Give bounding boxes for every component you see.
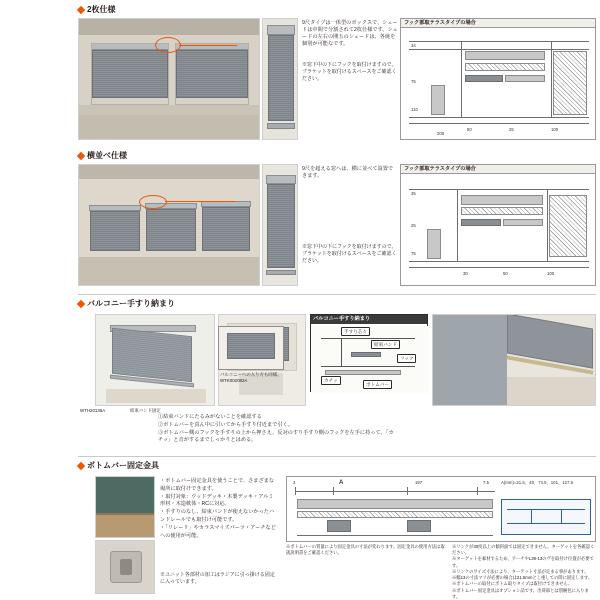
- diamond-bullet-icon: [77, 6, 85, 14]
- section-heading-balcony: バルコニー手すり納まり: [78, 300, 175, 308]
- highlight-ellipse: [139, 195, 167, 209]
- photo-two-panel-detail: [262, 18, 298, 140]
- tech-drawing-bottom-bar: 3 A 197 7.5 A(mm)=21.5、48、74.5、101、127.5: [286, 476, 596, 542]
- callout-balcony-detail: バルコニー手すり納まり 手すり芯々 結束バンド フック カチッ ボトムバー: [310, 314, 428, 392]
- diamond-bullet-icon: [77, 462, 85, 470]
- photo-side-by-side-detail: [262, 164, 298, 286]
- bottom-bar-note: ※ユニット各部材の加工はラジアに引っ掛ける固定に入っています。: [160, 572, 275, 585]
- photo-balcony-right: [432, 314, 596, 406]
- diamond-bullet-icon: [77, 300, 85, 308]
- balcony-steps: ①結束バンドにたるみがないことを確認する ②ボトムバーを真ん中に引いてから手すり付近まで引く。 ③ボトムバー側のフックを手すりの上から押さえ、反対のすり手すり側のフックを左手に持って、「カチッ」と音がするまでしっかりとはめる。: [158, 414, 394, 444]
- text-side-by-side: 9尺を超える窓へは、横に並べて設置できます。 ※窓下中の下にフックを取付けますので、ブラケットを取付けるスペースをご確認ください。: [302, 166, 397, 265]
- photo-bottom-bar-deck: [95, 476, 155, 538]
- bottom-bar-drawing-note: ※ボトムバーの質量により固定金具の寸法が変わります。固定金具の使用方法は取扱説明書をご確認ください。: [286, 544, 445, 556]
- section-heading-two-panel: 2枚仕様: [78, 6, 115, 14]
- text-two-panel: 9尺タイプは一体型のボックスで、シェードは中間で分割されて2枚仕様です。シェードの左右の開五のシェードは、各焼を個別が可能なです。 ※窓下中の下にフックを取付けますので、ブラケットを取付けるスペースをご確認ください。: [302, 20, 398, 83]
- tech-drawing-two-panel: フック部取テラスタイプの場合 34 75 110 50 25 100 200: [400, 18, 596, 140]
- divider: [78, 456, 596, 457]
- bottom-bar-items: ・ボトムバー固定金具を使うことで、さまざまな場所に取付けできます。 ・取付対象：ウッドデッキ・木製デッキ・アルミ形材・木造軟体・RCに対応。 ・手すりのなし、結束バンドが使えないかったハンドレールでも取付け可能です。 ・「リレーリ」やカラスマイズパーツ・アーチなどへの使用が可能。: [160, 478, 276, 539]
- caption-balcony-mid: 結束バンド固定: [130, 408, 161, 413]
- caption-balcony-inset: バルコニーへの入り方も同様。WTK002082A: [220, 372, 282, 383]
- diamond-bullet-icon: [77, 152, 85, 160]
- section-heading-side-by-side: 横並べ仕様: [78, 152, 127, 160]
- section-heading-bottom-bar: ボトムバー固定金具: [78, 462, 159, 470]
- photo-bottom-bar-fitting: [95, 540, 155, 594]
- photo-side-by-side-exterior: [78, 164, 260, 286]
- caption-balcony-left: WTH20135A: [80, 408, 106, 413]
- bottom-bar-footnotes: ※リンクが30度以上の傾斜面では固定できません。ターゲットを各確認ください。 ※ターゲットを素材するため、アーチやL39-13のヴを取付け位置が必要です。 ※リンクのサイズ寸法により、ターゲット寸法が定まる事があります。 ※幅13の寸法マリが必要の場合は21.5mmとし重しての間に固定します。 ※ボトムバーの取付にボトム取りタイプは取付けできません。 ※ボトムバー固定金具はオプション品です。出荷部とは別梱包に入ります。: [452, 544, 595, 599]
- divider: [78, 294, 596, 295]
- highlight-ellipse: [155, 37, 181, 53]
- photo-balcony-inset: [218, 326, 284, 370]
- photo-balcony-main: [95, 314, 215, 406]
- photo-two-panel-exterior: [78, 18, 260, 140]
- tech-drawing-side-by-side: フック部取テラスタイプの場合 35 25 75 30 50 100: [400, 164, 596, 286]
